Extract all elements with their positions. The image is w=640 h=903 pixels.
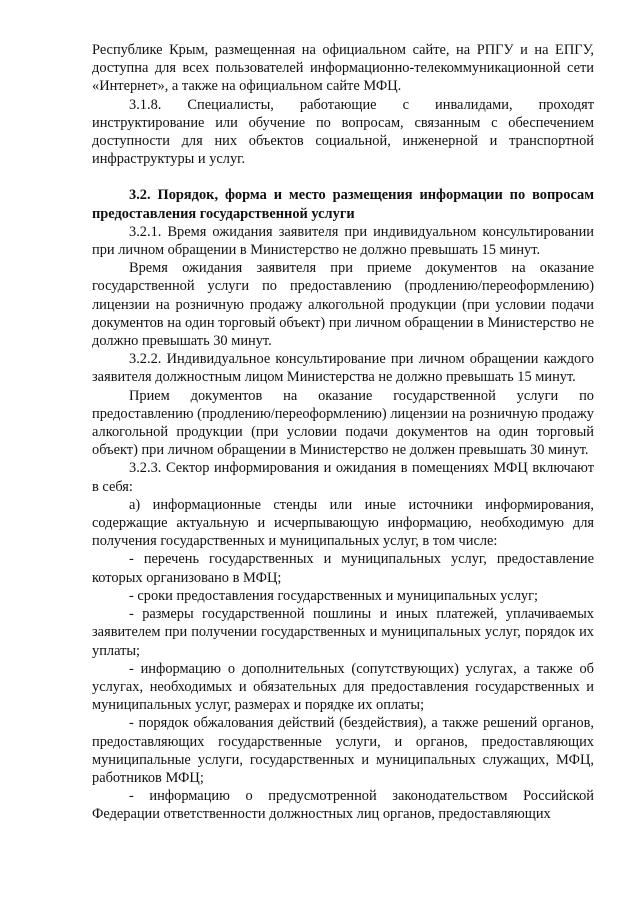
paragraph-continuation: Республике Крым, размещенная на официальном сайте, на РПГУ и на ЕПГУ, доступна для всех пользователей информационно-телекоммуникационной сети «Интернет», а также на официальном сайте МФЦ. [92, 42, 594, 95]
list-item-services: - перечень государственных и муниципальных услуг, предоставление которых организовано в МФЦ; [92, 551, 594, 586]
paragraph-3-2-3: 3.2.3. Сектор информирования и ожидания в помещениях МФЦ включают в себя: [92, 460, 594, 495]
list-item-fees: - размеры государственной пошлины и иных платежей, уплачиваемых заявителем при получении государственных и муниципальных услуг, порядок их уплаты; [92, 606, 594, 659]
paragraph-info-stands: а) информационные стенды или иные источники информирования, содержащие актуальную и исчерпывающую информацию, необходимую для получения государственных и муниципальных услуг, в том числе: [92, 496, 594, 550]
paragraph-waiting-time: Время ожидания заявителя при приеме документов на оказание государственной услуги по предоставлению (продлению/переоформлению) лицензии на розничную продажу алкогольной продукции (при условии подачи документов на один торговый объект) при личном обращении в Министерство не должно превышать 30 минут. [92, 260, 594, 350]
paragraph-3-1-8: 3.1.8. Специалисты, работающие с инвалидами, проходят инструктирование или обучение по вопросам, связанным с обеспечением доступности для них объектов социальной, инженерной и транспортной инфраструктуры и услуг. [92, 96, 594, 168]
list-item-terms: - сроки предоставления государственных и муниципальных услуг; [129, 587, 538, 604]
paragraph-document-reception: Прием документов на оказание государственной услуги по предоставлению (продлению/переоформлению) лицензии на розничную продажу алкогольной продукции (при условии подачи документов на один торговый объект) при личном обращении в Министерство не должен превышать 30 минут. [92, 387, 594, 459]
paragraph-3-2-2: 3.2.2. Индивидуальное консультирование при личном обращении каждого заявителя должностным лицом Министерства не должно превышать 15 минут. [92, 351, 594, 386]
section-gap [92, 168, 594, 186]
list-item-appeal-procedure: - порядок обжалования действий (бездействия), а также решений органов, предоставляющих государственные услуги, и органов, предоставляющих муниципальные услуги, государственных и муниципальных служащих, МФЦ, работников МФЦ; [92, 715, 594, 786]
paragraph-3-2-1: 3.2.1. Время ожидания заявителя при индивидуальном консультировании при личном обращении в Министерство не должно превышать 15 минут. [92, 223, 594, 259]
document-body [92, 41, 594, 824]
list-item-responsibility: - информацию о предусмотренной законодательством Российской Федерации ответственности должностных лиц органов, предоставляющих [92, 788, 594, 823]
section-heading-3-2: 3.2. Порядок, форма и место размещения информации по вопросам предоставления государственной услуги [92, 187, 594, 222]
list-item-additional-services: - информацию о дополнительных (сопутствующих) услугах, а также об услугах, необходимых и обязательных для предоставления государственных и муниципальных услуг, размерах и порядке их оплаты; [92, 660, 594, 714]
